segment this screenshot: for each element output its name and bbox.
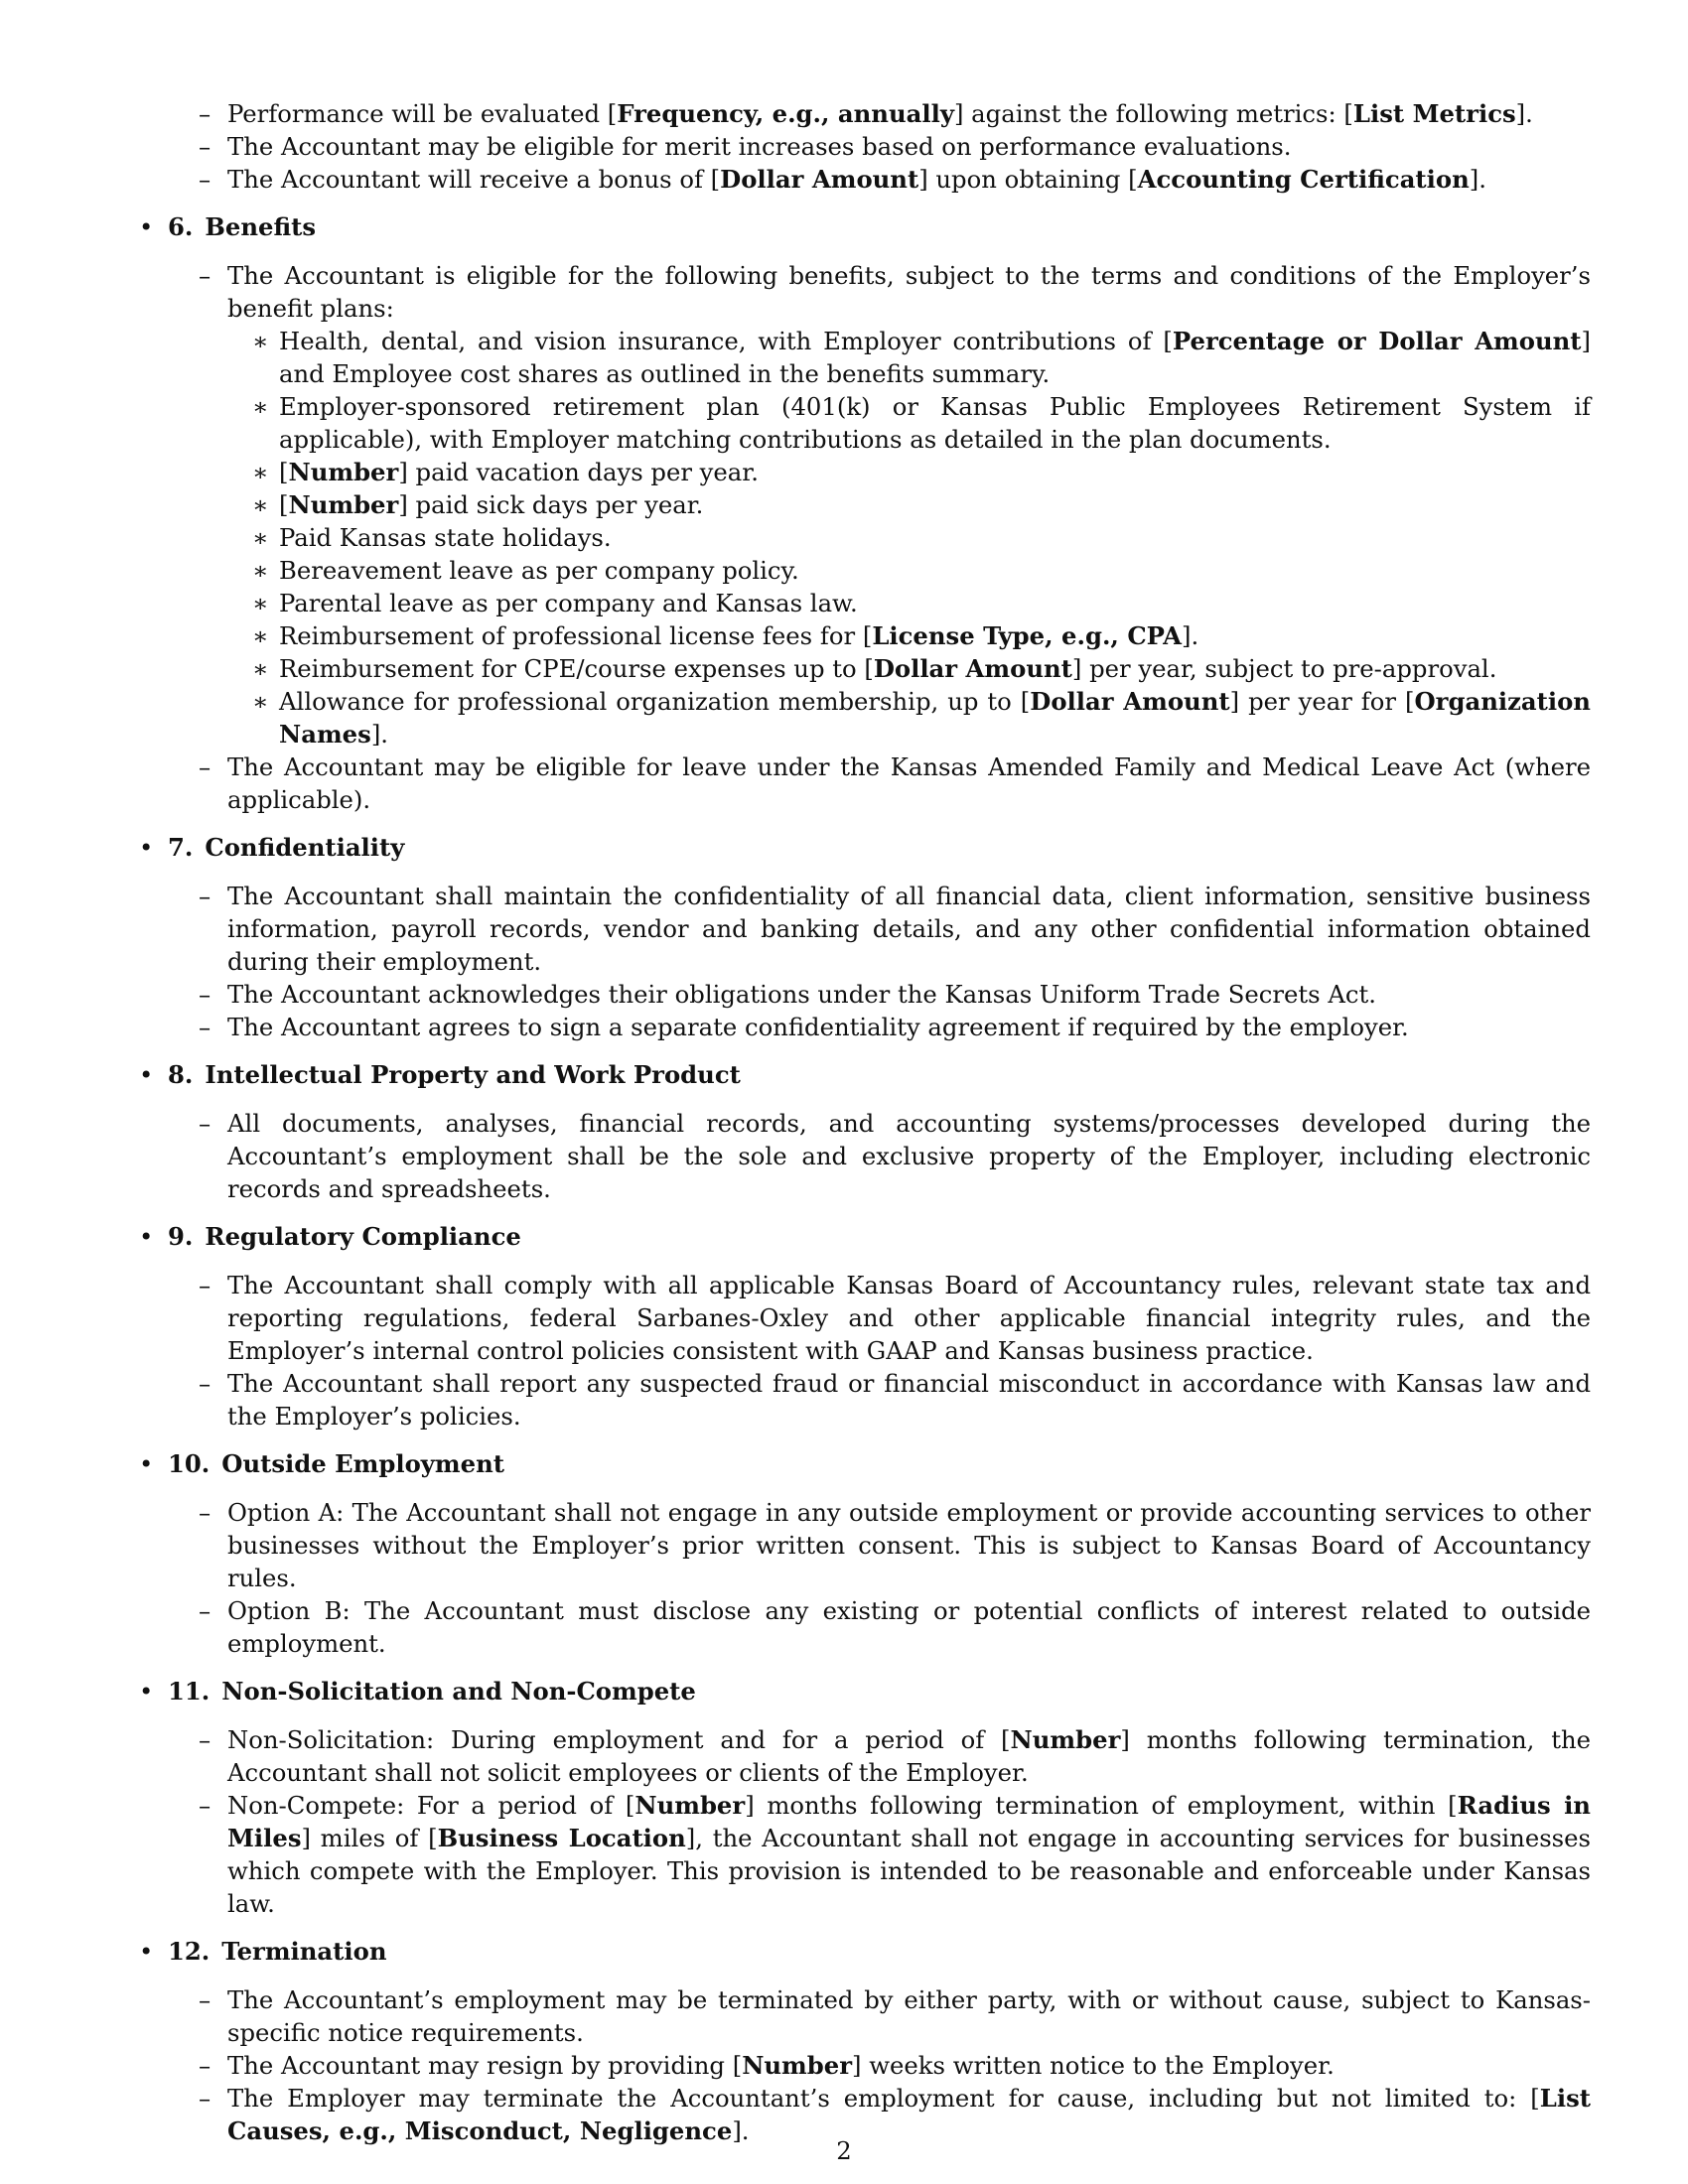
section-intellectual-property [139, 1058, 1591, 1205]
placeholder: Dollar Amount [873, 654, 1072, 683]
sub-list-item [279, 456, 1591, 488]
section-number: 12. [168, 1937, 211, 1966]
placeholder: Business Location [437, 1824, 686, 1852]
text: Reimbursement of professional license fees for [ [279, 621, 873, 650]
section-heading [139, 831, 1591, 864]
text: Non-Solicitation: During employment and for a period of [ [227, 1725, 1011, 1754]
list-item: – The Accountant shall comply with all applicable Kansas Board of Accountancy rules, relevant state tax and reporting regulations, federal Sarbanes-Oxley and other applicable financial integrity rules, and the Employer’s internal control policies consistent with GAAP and Kansas business practice. [227, 1269, 1591, 1367]
list-item: – Option B: The Accountant must disclose any existing or potential conflicts of interest related to outside employment. [227, 1594, 1591, 1660]
text: ] against the following metrics: [ [953, 99, 1353, 128]
text: ]. [1469, 165, 1486, 194]
text: ] and Employee cost shares as outlined in the benefits summary. [279, 327, 1591, 388]
list-item: – The Accountant shall maintain the confidentiality of all financial data, client information, sensitive business information, payroll records, vendor and banking details, and any other confidential information obtained during their employment. [227, 880, 1591, 978]
list-item [227, 163, 1591, 196]
sub-list-item [279, 685, 1591, 751]
placeholder: Radius in Miles [227, 1791, 1591, 1852]
list-item: – The Accountant’s employment may be terminated by either party, with or without cause, subject to Kansas-specific notice requirements. [227, 1983, 1591, 2049]
section-title: Confidentiality [205, 833, 405, 862]
section-heading [139, 1220, 1591, 1253]
placeholder: List Metrics [1352, 99, 1516, 128]
text: Allowance for professional organization membership, up to [ [279, 687, 1031, 716]
list-item: – The Accountant acknowledges their obligations under the Kansas Uniform Trade Secrets Act. [227, 978, 1591, 1011]
placeholder: Dollar Amount [720, 165, 919, 194]
section-outside-employment [139, 1447, 1591, 1660]
list-item: – The Accountant agrees to sign a separate confidentiality agreement if required by the employer. [227, 1011, 1591, 1043]
text: Performance will be evaluated [ [227, 99, 618, 128]
list-item [227, 2049, 1591, 2082]
section-heading [139, 1935, 1591, 1968]
section-termination [139, 1935, 1591, 2147]
text: The Accountant may resign by providing [ [227, 2051, 743, 2080]
section-number: 8. [168, 1060, 194, 1089]
section-number: 7. [168, 833, 194, 862]
placeholder: Number [1010, 1725, 1121, 1754]
section-title: Intellectual Property and Work Product [205, 1060, 741, 1089]
section-number: 10. [168, 1449, 211, 1478]
text: The Accountant is eligible for the following benefits, subject to the terms and conditions of the Employer’s benefit plans: [227, 261, 1591, 323]
list-item [227, 1789, 1591, 1920]
text: [ [279, 490, 289, 519]
placeholder: Number [288, 458, 399, 486]
list-item: – Option A: The Accountant shall not engage in any outside employment or provide accounting services to other businesses without the Employer’s prior written consent. This is subject to Kansas Board of Accountancy rules. [227, 1496, 1591, 1594]
section-number: 6. [168, 212, 194, 241]
text: ] paid sick days per year. [398, 490, 704, 519]
text: Health, dental, and vision insurance, with Employer contributions of [ [279, 327, 1173, 355]
list-item: – The Accountant shall report any suspected fraud or financial misconduct in accordance with Kansas law and the Employer’s policies. [227, 1367, 1591, 1433]
text: ] months following termination, the Accountant shall not solicit employees or clients of the Employer. [227, 1725, 1592, 1787]
list-item [227, 259, 1591, 751]
text: ] upon obtaining [ [918, 165, 1138, 194]
sub-list-item: ∗ Parental leave as per company and Kansas law. [279, 587, 1591, 619]
text: [ [279, 458, 289, 486]
sub-list-item [279, 619, 1591, 652]
placeholder: List Causes, e.g., Misconduct, Negligence [227, 2084, 1591, 2145]
section-heading [139, 1447, 1591, 1480]
text: The Accountant will receive a bonus of [ [227, 165, 721, 194]
sub-list-item: ∗ Bereavement leave as per company policy. [279, 554, 1591, 587]
text: ] months following termination of employment, within [ [745, 1791, 1458, 1820]
sub-list-item: ∗ Employer-sponsored retirement plan (401(k) or Kansas Public Employees Retirement System if applicable), with Employer matching contributions as detailed in the plan documents. [279, 390, 1591, 456]
text: ] paid vacation days per year. [398, 458, 759, 486]
text: Reimbursement for CPE/course expenses up to [ [279, 654, 874, 683]
page-number: 2 [836, 2136, 852, 2165]
list-item: – The Accountant may be eligible for merit increases based on performance evaluations. [227, 130, 1591, 163]
section-regulatory-compliance [139, 1220, 1591, 1433]
section-title: Outside Employment [221, 1449, 504, 1478]
placeholder: Organization Names [279, 687, 1591, 749]
section-5-continuation [139, 97, 1591, 196]
placeholder: Dollar Amount [1030, 687, 1230, 716]
sub-list-item [279, 652, 1591, 685]
section-non-compete [139, 1675, 1591, 1920]
text: ] weeks written notice to the Employer. [852, 2051, 1335, 2080]
list-item [227, 97, 1591, 130]
placeholder: Accounting Certification [1137, 165, 1470, 194]
text: ]. [370, 720, 389, 749]
text: ] per year, subject to pre-approval. [1071, 654, 1497, 683]
list-item: – The Accountant may be eligible for leave under the Kansas Amended Family and Medical Leave Act (where applicable). [227, 751, 1591, 816]
placeholder: Number [288, 490, 399, 519]
section-number: 9. [168, 1222, 194, 1251]
text: ]. [1515, 99, 1533, 128]
section-title: Benefits [205, 212, 317, 241]
section-title: Termination [221, 1937, 387, 1966]
section-heading [139, 1058, 1591, 1091]
section-title: Regulatory Compliance [205, 1222, 521, 1251]
text: ] miles of [ [301, 1824, 438, 1852]
document-page [139, 97, 1591, 2162]
text: ]. [1182, 621, 1199, 650]
section-number: 11. [168, 1677, 211, 1706]
section-confidentiality [139, 831, 1591, 1043]
text: ]. [732, 2116, 750, 2145]
placeholder: Frequency, e.g., annually [617, 99, 954, 128]
sub-list-item: ∗ Paid Kansas state holidays. [279, 521, 1591, 554]
placeholder: Number [634, 1791, 746, 1820]
section-heading [139, 210, 1591, 243]
text: The Employer may terminate the Accountant’s employment for cause, including but not limited to: [ [227, 2084, 1540, 2113]
sub-list-item [279, 488, 1591, 521]
placeholder: License Type, e.g., CPA [872, 621, 1183, 650]
section-benefits [139, 210, 1591, 816]
text: ] per year for [ [1229, 687, 1415, 716]
sub-list-item [279, 325, 1591, 390]
text: ], the Accountant shall not engage in accounting services for businesses which compete with the Employer. This provision is intended to be reasonable and enforceable under Kansas law. [227, 1824, 1591, 1918]
list-item [227, 1723, 1591, 1789]
section-title: Non-Solicitation and Non-Compete [221, 1677, 696, 1706]
placeholder: Percentage or Dollar Amount [1172, 327, 1582, 355]
list-item: – All documents, analyses, financial records, and accounting systems/processes developed during the Accountant’s employment shall be the sole and exclusive property of the Employer, including electronic records and spreadsheets. [227, 1107, 1591, 1205]
section-heading [139, 1675, 1591, 1707]
text: Non-Compete: For a period of [ [227, 1791, 635, 1820]
placeholder: Number [742, 2051, 853, 2080]
